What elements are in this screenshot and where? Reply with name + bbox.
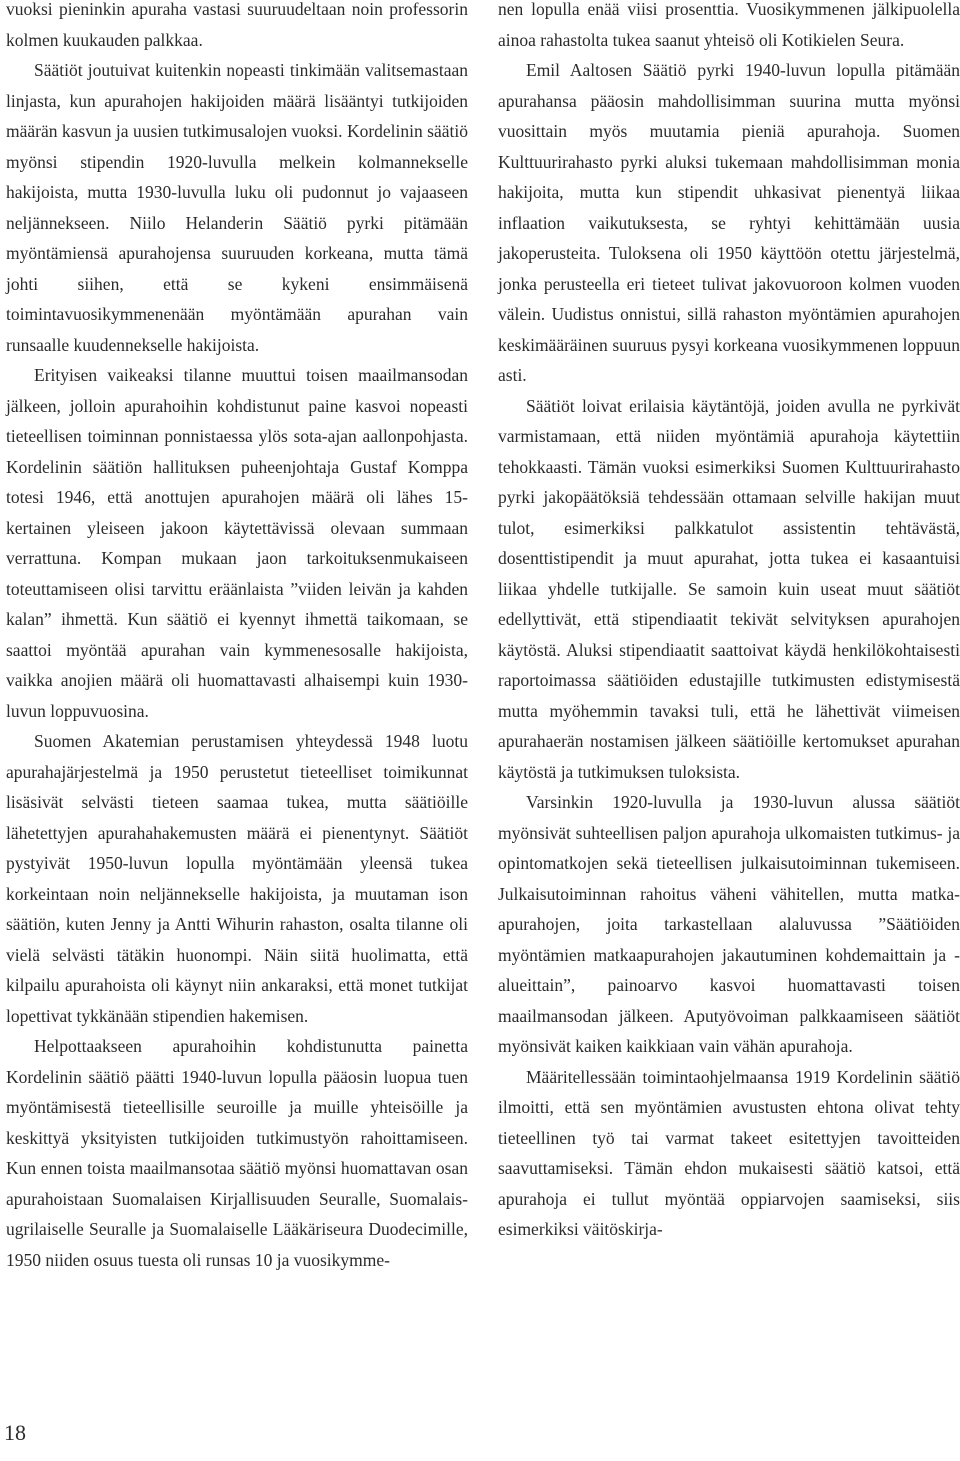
paragraph: Suomen Akatemian perustamisen yhteydessä 1948 luotu apurahajärjestelmä ja 1950 perustetut tieteelliset toimikunnat lisäsivät selvästi tieteen saamaa tukea, mutta säätiöille lähetettyjen apurahahakemusten määrä ei pienentynyt. Säätiöt pystyivät 1950-luvun lopulla myöntämään yleensä tukea korkeintaan noin neljännekselle hakijoista, ja muutaman ison säätiön, kuten Jenny ja Antti Wihurin rahaston, osalta tilanne oli vielä selvästi tätäkin huonompi. Näin siitä huolimatta, että kilpailu apurahoista oli käynyt niin ankaraksi, että monet tutkijat lopettivat tykkänään stipendien hakemisen. bbox=[6, 731, 468, 1026]
paragraph: Emil Aaltosen Säätiö pyrki 1940-luvun lopulla pitämään apurahansa pääosin mahdollisimman suurina mutta myönsi vuosittain myös muutamia pieniä apurahoja. Suomen Kulttuurirahasto pyrki aluksi tukemaan mahdollisimman monia hakijoita, mutta kun stipendit uhkasivat pienentyä liikaa inflaation vaikutuksesta, se ryhtyi kehittämään uusia jakoperusteita. Tuloksena oli 1950 käyttöön otettu järjestelmä, jonka perusteella eri tieteet tulivat jakovuoroon kolmen vuoden välein. Uudistus onnistui, sillä rahaston myöntämien apurahojen keskimääräinen suuruus pysyi korkeana vuosikymmenen loppuun asti. bbox=[498, 60, 960, 385]
paragraph: Helpottaakseen apurahoihin kohdistunutta painetta Kordelinin säätiö päätti 1940-luvun lopulla pääosin luopua tuen myöntämisestä tieteellisille seuroille ja muille yhteisöille ja keskittyä yksityisten tutkijoiden tutkimustyön rahoittamiseen. Kun ennen toista maailmansotaa säätiö myönsi huomattavan osan apurahoistaan Suomalaisen Kirjallisuuden Seuralle, Suomalais-ugrilaiselle Seuralle ja Suomalaiselle Lääkäriseura Duodecimille, 1950 niiden osuus tuesta oli runsas 10 ja vuosikymme- bbox=[6, 1036, 468, 1270]
page-number: 18 bbox=[4, 1420, 26, 1445]
paragraph: vuoksi pieninkin apuraha vastasi suuruudeltaan noin professorin kolmen kuukauden palkkaa. bbox=[6, 0, 468, 50]
paragraph: Erityisen vaikeaksi tilanne muuttui toisen maailmansodan jälkeen, jolloin apurahoihin kohdistunut paine kasvoi nopeasti tieteellisen toiminnan ponnistaessa ylös sota-ajan aallonpohjasta. Kordelinin säätiön hallituksen puheenjohtaja Gustaf Komppa totesi 1946, että anottujen apurahojen määrä oli lähes 15-kertainen yleiseen jakoon käytettävissä olevaan summaan verrattuna. Kompan mukaan jaon tarkoituksenmukaiseen toteuttamiseen olisi tarvittu eräänlaista ”viiden leivän ja kahden kalan” ihmettä. Kun säätiö ei kyennyt ihmettä taikomaan, se saattoi myöntää apurahan vain kymmenesosalle hakijoista, vaikka anojien määrä oli huomattavasti alhaisempi kuin 1930-luvun loppuvuosina. bbox=[6, 365, 468, 721]
paragraph: Säätiöt loivat erilaisia käytäntöjä, joiden avulla ne pyrkivät varmistamaan, että niiden myöntämiä apurahoja käytettiin tehokkaasti. Tämän vuoksi esimerkiksi Suomen Kulttuurirahasto pyrki jakopäätöksiä tehdessään ottamaan selville hakijan muut tulot, esimerkiksi palkkatulot assistentin tehtävästä, dosenttistipendit ja muut apurahat, jotta tukea ei kasaantuisi liikaa yhdelle tutkijalle. Se samoin kuin useat muut säätiöt edellyttivät, että stipendiaatit tekivät selvityksen apurahojen käytöstä. Aluksi stipendiaatit saattoivat käydä henkilökohtaisesti raportoimassa säätiöiden edustajille tutkimusten edistymisestä mutta myöhemmin tavaksi tuli, että he lähettivät viimeisen apurahaerän nostamisen jälkeen säätiöille kertomukset apurahan käytöstä ja tutkimuksen tuloksista. bbox=[498, 395, 960, 782]
left-text-column bbox=[6, 0, 468, 1275]
paragraph: Määritellessään toimintaohjelmaansa 1919 Kordelinin säätiö ilmoitti, että sen myöntämien avustusten ehtona olivat tehty tieteellinen työ tai varmat takeet esitettyjen tavoitteiden saavuttamiseksi. Tämän ehdon mukaisesti säätiö katsoi, että apurahoja ei tullut myöntää oppiarvojen saamiseksi, siis esimerkiksi väitöskirja- bbox=[498, 1066, 960, 1239]
paragraph: Varsinkin 1920-luvulla ja 1930-luvun alussa säätiöt myönsivät suhteellisen paljon apurahoja ulkomaisten tutkimus- ja opintomatkojen sekä tieteellisen julkaisutoiminnan tukemiseen. Julkaisutoiminnan rahoitus väheni vähitellen, mutta matka-apurahojen, joita tarkastellaan alaluvussa ”Säätiöiden myöntämien matkaapurahojen jakautuminen kohdemaittain ja -alueittain”, painoarvo kasvoi huomattavasti toisen maailmansodan jälkeen. Aputyövoiman palkkaamiseen säätiöt myönsivät kaiken kaikkiaan vain vähän apurahoja. bbox=[498, 792, 960, 1056]
paragraph: Säätiöt joutuivat kuitenkin nopeasti tinkimään valitsemastaan linjasta, kun apurahojen hakijoiden määrä lisääntyi tutkijoiden määrän kasvun ja uusien tutkimusalojen vuoksi. Kordelinin säätiö myönsi stipendin 1920-luvulla melkein kolmannekselle hakijoista, mutta 1930-luvulla luku oli pudonnut jo vajaaseen neljännekseen. Niilo Helanderin Säätiö pyrki pitämään myöntämiensä apurahojensa suuruuden korkeana, mutta tämä johti siihen, että se kykeni ensimmäisenä toimintavuosikymmenenään myöntämään apurahan vain runsaalle kuudennekselle hakijoista. bbox=[6, 60, 468, 355]
right-text-column bbox=[498, 0, 960, 1245]
paragraph: nen lopulla enää viisi prosenttia. Vuosikymmenen jälkipuolella ainoa rahastolta tukea saanut yhteisö oli Kotikielen Seura. bbox=[498, 0, 960, 50]
